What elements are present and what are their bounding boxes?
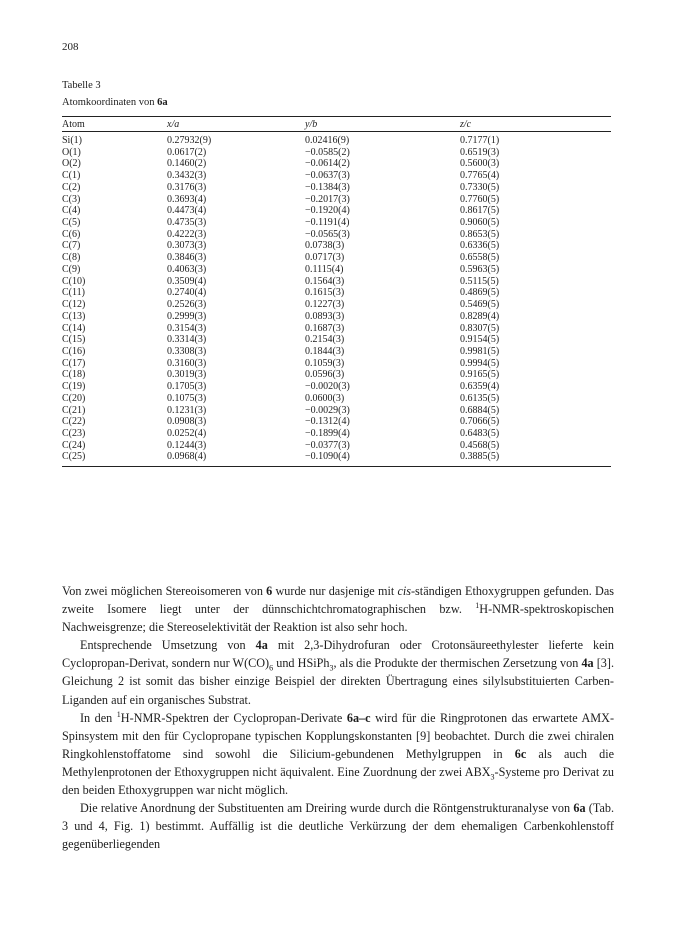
cell-atom: C(1) <box>62 170 81 182</box>
subscript: 3 <box>490 772 495 782</box>
cell-x: 0.3432(3) <box>167 170 207 182</box>
text-run: In den <box>80 710 117 725</box>
cell-x: 0.1231(3) <box>167 404 207 416</box>
cell-z: 0.8289(4) <box>460 310 500 322</box>
cell-x: 0.3073(3) <box>167 240 207 252</box>
cell-x: 0.1244(3) <box>167 439 207 451</box>
cell-z: 0.3885(5) <box>460 451 500 463</box>
table-body <box>62 132 611 467</box>
cell-y: 0.0893(3) <box>305 310 345 322</box>
table-row <box>62 451 611 466</box>
cell-y: −0.0637(3) <box>305 170 350 182</box>
cell-y: 0.0717(3) <box>305 252 345 264</box>
cell-x: 0.3509(4) <box>167 275 207 287</box>
cell-x: 0.3693(4) <box>167 193 207 205</box>
cell-y: −0.1191(4) <box>305 217 350 229</box>
coordinates-table-wrap <box>62 116 611 467</box>
cell-z: 0.8307(5) <box>460 322 500 334</box>
text-run: Von zwei möglichen Stereoisomeren von <box>62 584 267 598</box>
cell-atom: C(12) <box>62 299 86 311</box>
table-row <box>62 217 611 229</box>
cell-x: 0.3176(3) <box>167 181 207 193</box>
cell-atom: O(1) <box>62 146 81 158</box>
cell-z: 0.7330(5) <box>460 181 500 193</box>
caption-compound: 6a <box>157 97 168 108</box>
cell-z: 0.4869(5) <box>460 287 500 299</box>
cell-atom: C(16) <box>62 345 86 357</box>
table-subtitle <box>62 94 168 111</box>
header-atom: Atom <box>62 117 167 132</box>
cell-y: −0.1312(4) <box>305 416 350 428</box>
cell-atom: C(5) <box>62 217 81 229</box>
cell-atom: Si(1) <box>62 135 82 146</box>
cell-z: 0.8617(5) <box>460 205 500 217</box>
italic-term: cis <box>397 584 411 598</box>
table-row <box>62 440 611 452</box>
compound-ref: 4a <box>581 656 594 671</box>
table-header-row <box>62 117 611 132</box>
cell-x: 0.1705(3) <box>167 381 207 393</box>
paragraph-3 <box>62 709 614 799</box>
text-run: wurde nur dasjenige mit <box>272 584 398 598</box>
cell-y: −0.0029(3) <box>305 404 350 416</box>
cell-z: 0.6359(4) <box>460 381 500 393</box>
paragraph-4 <box>62 799 614 853</box>
table-row <box>62 299 611 311</box>
table-row <box>62 182 611 194</box>
cell-y: 0.0600(3) <box>305 392 345 404</box>
text-run: mit 2,3-Dihydrofuran oder Crotonsäureethylester lieferte kein Cyclopropan-Derivat, sondern nur W(CO) <box>62 638 615 671</box>
body-text <box>62 582 614 853</box>
cell-x: 0.4222(3) <box>167 228 207 240</box>
compound-ref: 6c <box>514 746 527 761</box>
text-run: und HSiPh <box>273 656 330 671</box>
cell-y: −0.0377(3) <box>305 439 350 451</box>
cell-z: 0.6135(5) <box>460 392 500 404</box>
header-z: z/c <box>460 117 611 132</box>
cell-x: 0.3019(3) <box>167 369 207 381</box>
cell-y: 0.1687(3) <box>305 322 345 334</box>
cell-x: 0.3846(3) <box>167 252 207 264</box>
subscript: 3 <box>329 663 334 673</box>
header-x: x/a <box>167 117 305 132</box>
text-run: wird für die Ringprotonen das erwartete AMX-Spinsystem mit den für Cyclopropane typischen Kopplungskonstanten [9] beobachtet. Durch die zwei chiralen Ringkohlenstoffatome sind sowohl die Silicium-gebundenen Methylgruppen in <box>62 710 614 761</box>
table-row <box>62 381 611 393</box>
cell-z: 0.7066(5) <box>460 416 500 428</box>
cell-y: −0.1899(4) <box>305 427 350 439</box>
text-run: -ständigen Ethoxygruppen gefunden. Das zweite Isomere liegt unter der dünnschichtchromatographischen bzw. <box>62 584 614 617</box>
cell-y: −0.2017(3) <box>305 193 350 205</box>
cell-z: 0.4568(5) <box>460 439 500 451</box>
cell-x: 0.3154(3) <box>167 322 207 334</box>
superscript: 1 <box>116 709 121 719</box>
cell-y: 0.1615(3) <box>305 287 345 299</box>
compound-ref: 4a <box>255 638 268 653</box>
cell-z: 0.5469(5) <box>460 299 500 311</box>
cell-x: 0.2526(3) <box>167 299 207 311</box>
table-row <box>62 405 611 417</box>
table-row <box>62 358 611 370</box>
cell-y: 0.02416(9) <box>305 135 350 146</box>
cell-y: 0.1115(4) <box>305 263 344 275</box>
table-row <box>62 428 611 440</box>
cell-atom: C(24) <box>62 439 86 451</box>
cell-atom: C(7) <box>62 240 81 252</box>
cell-atom: C(13) <box>62 310 86 322</box>
table-row <box>62 170 611 182</box>
cell-z: 0.9154(5) <box>460 334 500 346</box>
cell-x: 0.0968(4) <box>167 451 207 463</box>
cell-z: 0.9994(5) <box>460 357 500 369</box>
table-caption <box>62 77 168 111</box>
table-row <box>62 346 611 358</box>
cell-y: 0.1564(3) <box>305 275 345 287</box>
text-run: als auch die Methylenprotonen der Ethoxygruppen nicht äquivalent. Eine Zuordnung der zwei ABX <box>62 746 614 779</box>
cell-y: 0.1227(3) <box>305 299 345 311</box>
cell-x: 0.0617(2) <box>167 146 207 158</box>
table-row <box>62 334 611 346</box>
compound-ref: 6a–c <box>346 710 371 725</box>
text-run: Die relative Anordnung der Substituenten am Dreiring wurde durch die Röntgenstrukturanalyse von <box>80 801 574 816</box>
table-row <box>62 132 611 147</box>
superscript: 1 <box>475 601 480 611</box>
text-run: H-NMR-Spektren der Cyclopropan-Derivate <box>120 710 347 725</box>
table-row <box>62 323 611 335</box>
cell-atom: C(20) <box>62 392 86 404</box>
cell-z: 0.6483(5) <box>460 427 500 439</box>
cell-atom: C(22) <box>62 416 86 428</box>
cell-y: 0.0738(3) <box>305 240 345 252</box>
table-row <box>62 311 611 323</box>
cell-atom: C(11) <box>62 287 85 299</box>
header-y: y/b <box>305 117 460 132</box>
cell-atom: C(21) <box>62 404 86 416</box>
cell-y: −0.0614(2) <box>305 158 350 170</box>
table-row <box>62 158 611 170</box>
page-number: 208 <box>62 41 79 53</box>
cell-x: 0.1460(2) <box>167 158 207 170</box>
cell-y: −0.1384(3) <box>305 181 350 193</box>
table-row <box>62 205 611 217</box>
cell-atom: C(17) <box>62 357 86 369</box>
cell-x: 0.27932(9) <box>167 135 212 146</box>
table-row <box>62 194 611 206</box>
cell-z: 0.7177(1) <box>460 135 500 146</box>
cell-x: 0.4473(4) <box>167 205 207 217</box>
cell-y: −0.1920(4) <box>305 205 350 217</box>
table-row <box>62 264 611 276</box>
cell-x: 0.1075(3) <box>167 392 207 404</box>
cell-y: 0.1844(3) <box>305 345 345 357</box>
cell-atom: O(2) <box>62 158 81 170</box>
table-row <box>62 229 611 241</box>
table-title: Tabelle 3 <box>62 80 101 91</box>
cell-atom: C(10) <box>62 275 86 287</box>
cell-atom: C(23) <box>62 427 86 439</box>
subscript: 6 <box>269 663 274 673</box>
table-row <box>62 252 611 264</box>
cell-z: 0.9981(5) <box>460 345 500 357</box>
caption-text: Atomkoordinaten von <box>62 97 158 108</box>
table-row <box>62 240 611 252</box>
cell-x: 0.4063(3) <box>167 263 207 275</box>
cell-z: 0.5600(3) <box>460 158 500 170</box>
text-run: , als die Produkte der thermischen Zersetzung von <box>333 656 582 671</box>
cell-atom: C(25) <box>62 451 86 463</box>
paragraph-1 <box>62 582 614 636</box>
cell-x: 0.0252(4) <box>167 427 207 439</box>
text-run: Entsprechende Umsetzung von <box>80 638 256 653</box>
cell-x: 0.2740(4) <box>167 287 207 299</box>
text-run: [3]. Gleichung 2 ist somit das bisher einzige Beispiel der direkten Übertragung eines silylsubstituierten Carben-Liganden auf ein organisches Substrat. <box>62 656 614 707</box>
cell-atom: C(4) <box>62 205 81 217</box>
cell-x: 0.3308(3) <box>167 345 207 357</box>
text-run: (Tab. 3 und 4, Fig. 1) bestimmt. Auffällig ist die deutliche Verkürzung der dem ehemaligen Carbenkohlenstoff gegenüberliegenden <box>62 801 614 852</box>
cell-x: 0.3314(3) <box>167 334 207 346</box>
compound-ref: 6a <box>573 801 586 816</box>
cell-z: 0.5963(5) <box>460 263 500 275</box>
cell-atom: C(9) <box>62 263 81 275</box>
cell-x: 0.0908(3) <box>167 416 207 428</box>
cell-z: 0.8653(5) <box>460 228 500 240</box>
cell-atom: C(2) <box>62 181 81 193</box>
cell-z: 0.9060(5) <box>460 217 500 229</box>
cell-atom: C(6) <box>62 228 81 240</box>
cell-y: −0.1090(4) <box>305 451 350 463</box>
cell-z: 0.7760(5) <box>460 193 500 205</box>
cell-z: 0.6519(3) <box>460 146 500 158</box>
cell-x: 0.4735(3) <box>167 217 207 229</box>
cell-atom: C(19) <box>62 381 86 393</box>
cell-y: 0.0596(3) <box>305 369 345 381</box>
table-row <box>62 369 611 381</box>
table-row <box>62 416 611 428</box>
cell-z: 0.9165(5) <box>460 369 500 381</box>
compound-ref: 6 <box>266 584 273 598</box>
atom-coordinates-table <box>62 116 611 467</box>
cell-z: 0.6884(5) <box>460 404 500 416</box>
cell-y: 0.2154(3) <box>305 334 345 346</box>
cell-z: 0.6336(5) <box>460 240 500 252</box>
cell-y: −0.0585(2) <box>305 146 350 158</box>
cell-atom: C(8) <box>62 252 81 264</box>
cell-y: 0.1059(3) <box>305 357 345 369</box>
cell-y: −0.0020(3) <box>305 381 350 393</box>
cell-x: 0.2999(3) <box>167 310 207 322</box>
table-row <box>62 287 611 299</box>
cell-atom: C(18) <box>62 369 86 381</box>
cell-y: −0.0565(3) <box>305 228 350 240</box>
cell-atom: C(15) <box>62 334 86 346</box>
paragraph-2 <box>62 636 614 708</box>
cell-atom: C(3) <box>62 193 81 205</box>
text-run: H-NMR-spektroskopischen Nachweisgrenze; die Stereoselektivität der Reaktion ist also sehr hoch. <box>62 602 614 635</box>
text-run: -Systeme pro Derivat zu den beiden Ethoxygruppen war nicht möglich. <box>62 764 614 798</box>
table-row <box>62 393 611 405</box>
cell-x: 0.3160(3) <box>167 357 207 369</box>
cell-atom: C(14) <box>62 322 86 334</box>
cell-z: 0.7765(4) <box>460 170 500 182</box>
table-row <box>62 276 611 288</box>
cell-z: 0.6558(5) <box>460 252 500 264</box>
table-row <box>62 147 611 159</box>
cell-z: 0.5115(5) <box>460 275 499 287</box>
